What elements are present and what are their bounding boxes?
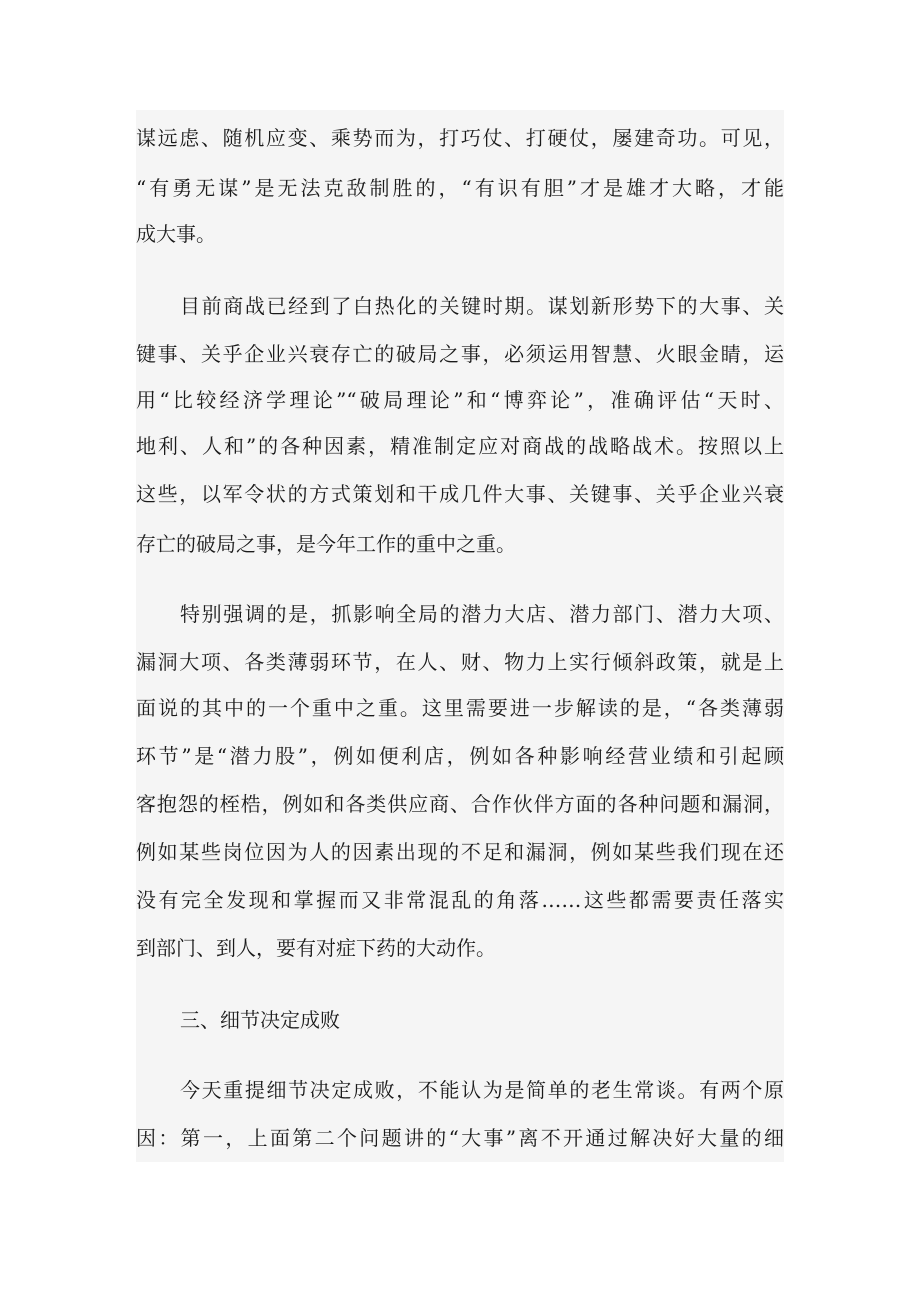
paragraph-2-line-4: 地利、人和”的各种因素，精准制定应对商战的战略战术。按照以上 bbox=[136, 434, 784, 458]
paragraph-3-line-3: 面说的其中的一个重中之重。这里需要进一步解读的是，“各类薄弱 bbox=[136, 696, 784, 720]
paragraph-2-line-6: 存亡的破局之事，是今年工作的重中之重。 bbox=[136, 532, 516, 556]
paragraph-1-line-2: “有勇无谋”是无法克敌制胜的，“有识有胆”才是雄才大略，才能 bbox=[136, 176, 784, 200]
paragraph-3-line-4: 环节”是“潜力股”，例如便利店，例如各种影响经营业绩和引起顾 bbox=[136, 744, 784, 768]
paragraph-3-line-1: 特别强调的是，抓影响全局的潜力大店、潜力部门、潜力大项、 bbox=[180, 602, 784, 626]
paragraph-3-line-8: 到部门、到人，要有对症下药的大动作。 bbox=[136, 936, 496, 960]
paragraph-2-line-3: 用“比较经济学理论”“破局理论”和“博弈论”，准确评估“天时、 bbox=[136, 388, 784, 412]
paragraph-4-line-1: 今天重提细节决定成败，不能认为是简单的老生常谈。有两个原 bbox=[180, 1078, 784, 1102]
paragraph-2-line-5: 这些，以军令状的方式策划和干成几件大事、关键事、关乎企业兴衰 bbox=[136, 482, 784, 506]
paragraph-3-line-7: 没有完全发现和掌握而又非常混乱的角落……这些都需要责任落实 bbox=[136, 888, 784, 912]
paragraph-1-line-1: 谋远虑、随机应变、乘势而为，打巧仗、打硬仗，屡建奇功。可见， bbox=[136, 126, 784, 150]
paragraph-2-line-2: 键事、关乎企业兴衰存亡的破局之事，必须运用智慧、火眼金睛，运 bbox=[136, 342, 784, 366]
document-text-block bbox=[136, 110, 784, 1162]
paragraph-2-line-1: 目前商战已经到了白热化的关键时期。谋划新形势下的大事、关 bbox=[180, 294, 784, 318]
paragraph-1-line-3: 成大事。 bbox=[136, 222, 216, 246]
section-heading: 三、细节决定成败 bbox=[180, 1008, 340, 1032]
paragraph-3-line-6: 例如某些岗位因为人的因素出现的不足和漏洞，例如某些我们现在还 bbox=[136, 840, 784, 864]
paragraph-3-line-5: 客抱怨的桎梏，例如和各类供应商、合作伙伴方面的各种问题和漏洞， bbox=[136, 792, 784, 816]
paragraph-3-line-2: 漏洞大项、各类薄弱环节，在人、财、物力上实行倾斜政策，就是上 bbox=[136, 650, 784, 674]
paragraph-4-line-2: 因：第一，上面第二个问题讲的“大事”离不开通过解决好大量的细 bbox=[136, 1126, 784, 1150]
